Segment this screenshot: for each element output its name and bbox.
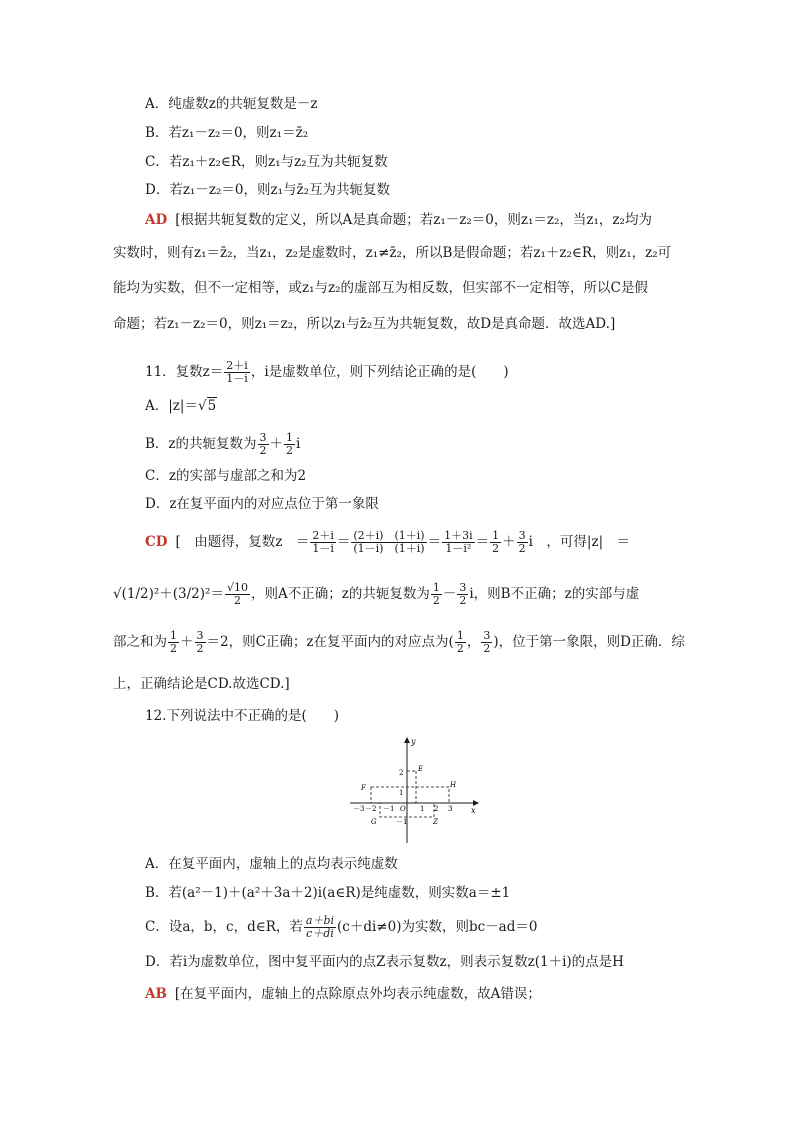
q11-solution-line-3: 部之和为 $\frac{1}{2}$ ＋ $\frac{3}{2}$ ＝2，则C正确；z在复平面内的对应点为( $\frac{1}{2}$ ， $\frac{3}{2}$ )，位于第一象限，则D正确．综 xyxy=(113,629,685,655)
q12-option-b: B．若(a²－1)＋(a²＋3a＋2)i(a∈R)是纯虚数，则实数a＝±1 xyxy=(145,885,511,901)
q10-option-b: B．若z₁－z₂＝0，则z₁＝z̄₂ xyxy=(145,125,309,141)
dashed-rect-upper xyxy=(371,787,449,803)
q10-option-d: D．若z₁－z₂＝0，则z₁与z̄₂互为共轭复数 xyxy=(145,182,391,198)
q11-solution-line-1: CD [ 由题得，复数z ＝ $\frac{2+i}{1-i}$ ＝ $\frac{(2+i) (1+i)}{(1-i) (1+i)}$ ＝ $\frac{1+3i}{\text{1－i²}}$ ＝ $\frac{1}{2}$ ＋ $\frac{3}{2}$ i ，可得|z| ＝ xyxy=(145,529,631,555)
q12-stem: 12.下列说法中不正确的是( ) xyxy=(145,708,340,724)
q11-solution-line-2: √(1/2)²＋(3/2)²＝ $\frac{√10}{2}$ ，则A不正确；z的共轭复数为 $\frac{1}{2}$ － $\frac{3}{2}$ i，则B不正确；z的实部与虚 xyxy=(113,581,640,607)
q10-solution-line-4: 命题；若z₁－z₂＝0，则z₁＝z₂，所以z₁与z̄₂互为共轭复数，故D是真命题．故选AD.] xyxy=(113,316,616,332)
x-tick-neg3: －3 xyxy=(353,805,365,813)
y-axis-label: y xyxy=(411,737,416,746)
point-g-label: G xyxy=(371,818,377,826)
point-z-label: Z xyxy=(433,818,438,826)
q11-option-d: D．z在复平面内的对应点位于第一象限 xyxy=(145,496,379,512)
q11-option-a: A．|z|＝√5 xyxy=(145,398,217,414)
y-tick-2: 2 xyxy=(399,769,404,777)
q11-stem-fraction: $\frac{2+i}{1-i}$ xyxy=(226,359,248,385)
x-tick-2: 2 xyxy=(434,805,439,813)
y-axis-arrow xyxy=(404,737,410,743)
y-tick-1: 1 xyxy=(399,789,404,797)
q10-solution-line-3: 能均为实数，但不一定相等，或z₁与z₂的虚部互为相反数，但实部不一定相等，所以C是假 xyxy=(113,280,648,296)
q12-answer: AB xyxy=(145,986,167,1002)
q10-answer: AD xyxy=(145,212,168,228)
q12-option-c: C．设a，b，c，d∈R，若 $\frac{a+bi}{c+di}$ (c＋di≠0)为实数，则bc－ad＝0 xyxy=(145,914,538,940)
q10-option-c: C．若z₁＋z₂∈R，则z₁与z₂互为共轭复数 xyxy=(145,154,388,170)
point-f-label: F xyxy=(361,784,366,792)
q11-option-b: B．z的共轭复数为 $\frac{3}{2}$ ＋ $\frac{1}{2}$ i xyxy=(145,431,301,457)
point-e-label: E xyxy=(418,765,424,773)
point-h-label: H xyxy=(450,781,457,789)
q11-option-c: C．z的实部与虚部之和为2 xyxy=(145,468,307,484)
origin-label: O xyxy=(400,805,406,813)
y-tick-neg1: －1 xyxy=(396,818,408,826)
q10-solution-line-2: 实数时，则有z₁＝z̄₂，当z₁，z₂是虚数时，z₁≠z̄₂，所以B是假命题；若z₁＋z₂∈R，则z₁，z₂可 xyxy=(113,245,672,261)
q10-solution-line-1: AD [根据共轭复数的定义，所以A是真命题；若z₁－z₂＝0，则z₁＝z₂，当z₁，z₂均为 xyxy=(145,212,652,228)
q11-answer: CD xyxy=(145,534,168,550)
q12-solution-line-1: AB [在复平面内，虚轴上的点除原点外均表示纯虚数，故A错误； xyxy=(145,986,541,1002)
x-tick-1: 1 xyxy=(420,805,425,813)
x-axis-label: x xyxy=(471,806,476,815)
q11-solution-line-4: 上，正确结论是CD.故选CD.] xyxy=(113,676,290,692)
q11-stem: 11．复数z＝ $\frac{2+i}{1-i}$ ，i是虚数单位，则下列结论正确的是( ) xyxy=(145,359,509,385)
q12-option-a: A．在复平面内，虚轴上的点均表示纯虚数 xyxy=(145,856,398,872)
x-tick-3: 3 xyxy=(448,805,453,813)
complex-plane-figure xyxy=(345,735,485,845)
q12-option-d: D．若i为虚数单位，图中复平面内的点Z表示复数z，则表示复数z(1＋i)的点是H xyxy=(145,954,624,970)
x-tick-neg1: －1 xyxy=(383,805,395,813)
x-tick-neg2: －2 xyxy=(365,805,377,813)
q10-option-a: A．纯虚数z的共轭复数是－z xyxy=(145,96,318,112)
